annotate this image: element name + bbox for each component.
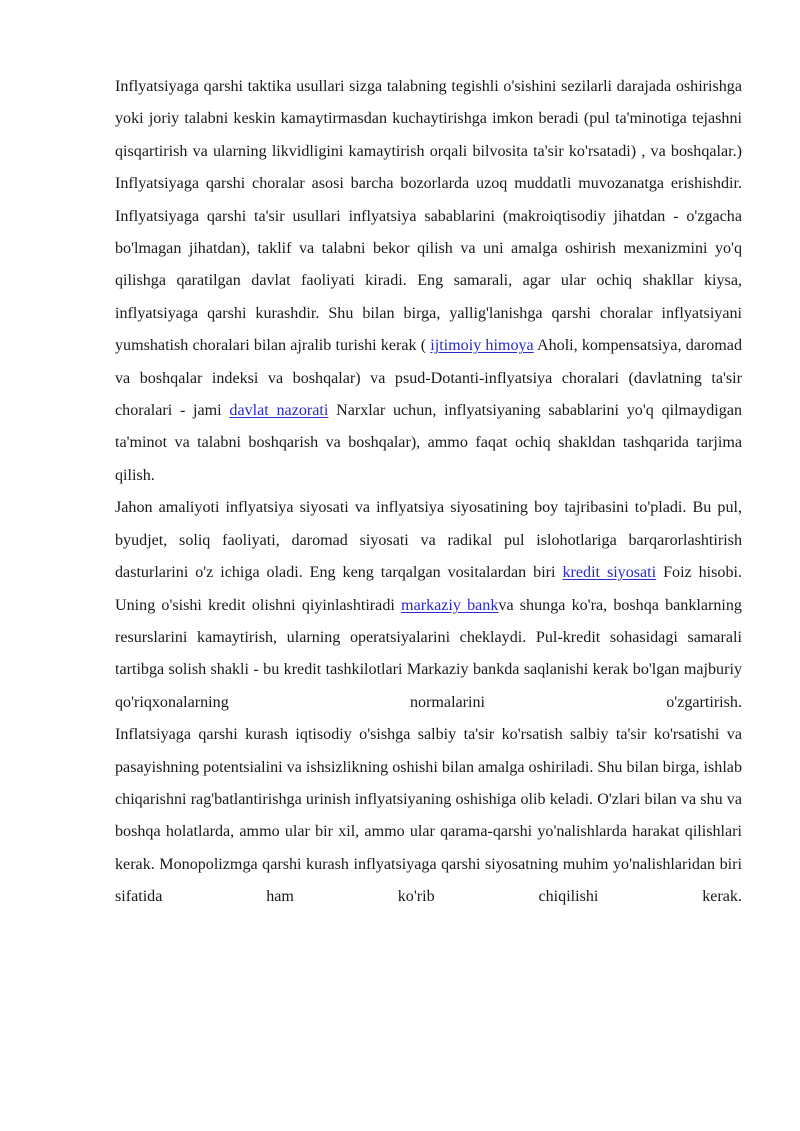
link-davlat-nazorati[interactable]: davlat nazorati	[229, 402, 329, 420]
paragraph-text: Inflatsiyaga qarshi kurash iqtisodiy o'sishga salbiy ta'sir ko'rsatish salbiy ta'sir ko'rsatishi va pasayishning potentsialini va ishsizlikning oshishi bilan amalga oshiriladi. Shu bilan birga, ishlab chiqarishni rag'batlantirishga urinish inflyatsiyaning oshishiga olib keladi. O'zlari bilan va shu va boshqa holatlarda, ammo ular bir xil, ammo ular qarama-qarshi yo'nalishlarda harakat qilishlari kerak. Monopolizmga qarshi kurash inflyatsiyaga qarshi siyosatning muhim yo'nalishlaridan biri sifatida ham ko'rib chiqilishi kerak.	[115, 726, 742, 906]
paragraph-text: Jahon amaliyoti inflyatsiya siyosati va inflyatsiya siyosatining boy tajribasini to'pladi. Bu pul, byudjet, soliq faoliyati, daromad siyosati va radikal pul islohotlariga barqarorlashtirish dasturlarini o'z ichiga oladi. Eng keng tarqalgan vositalardan biri	[115, 499, 742, 582]
paragraph-text: Aholi, kompensatsiya, daromad va boshqalar indeksi va boshqalar) va psud-Dotanti-inflyatsiya choralari (davlatning ta'sir choralari - jami	[115, 337, 742, 420]
paragraph-text: Inflyatsiyaga qarshi taktika usullari sizga talabning tegishli o'sishini sezilarli darajada oshirishga yoki joriy talabni keskin kamaytirmasdan kuchaytirishga imkon beradi (pul ta'minotiga tejashni qisqartirish va ularning likvidligini kamaytirish orqali bilvosita ta'sir ko'rsatadi) , va boshqalar.)	[115, 78, 742, 160]
paragraph-1	[115, 71, 742, 168]
link-kredit-siyosati[interactable]: kredit siyosati	[562, 564, 657, 582]
link-markaziy-bank[interactable]: markaziy bank	[401, 596, 499, 614]
link-ijtimoiy-himoya[interactable]: ijtimoiy himoya	[430, 337, 534, 355]
paragraph-2	[115, 168, 742, 492]
paragraph-text: Narxlar uchun, inflyatsiyaning sabablarini yo'q qilmaydigan ta'minot va talabni boshqarish va boshqalar), ammo faqat ochiq shakldan tashqarida tarjima qilish.	[115, 402, 743, 484]
paragraph-text: Foiz hisobi. Uning o'sishi kredit olishni qiyinlashtiradi	[115, 564, 742, 614]
paragraph-4	[115, 719, 742, 913]
document-body	[115, 71, 742, 914]
paragraph-3	[115, 492, 742, 719]
paragraph-text: Inflyatsiyaga qarshi choralar asosi barcha bozorlarda uzoq muddatli muvozanatga erishishdir. Inflyatsiyaga qarshi ta'sir usullari inflyatsiya sabablarini (makroiqtisodiy jihatdan - o'zgacha bo'lmagan jihatdan), taklif va talabni bekor qilish va uni amalga oshirish mexanizmini yo'q qilishga qaratilgan davlat faoliyati kiradi. Eng samarali, agar ular ochiq shakllar kiysa, inflyatsiyaga qarshi kurashdir. Shu bilan birga, yallig'lanishga qarshi choralar inflyatsiyani yumshatish choralari bilan ajralib turishi kerak (	[115, 175, 742, 355]
paragraph-text: va shunga ko'ra, boshqa banklarning resurslarini kamaytirish, ularning operatsiyalarini cheklaydi. Pul-kredit sohasidagi samarali tartibga solish shakli - bu kredit tashkilotlari Markaziy bankda saqlanishi kerak bo'lgan majburiy qo'riqxonalarning normalarini o'zgartirish.	[115, 596, 742, 711]
